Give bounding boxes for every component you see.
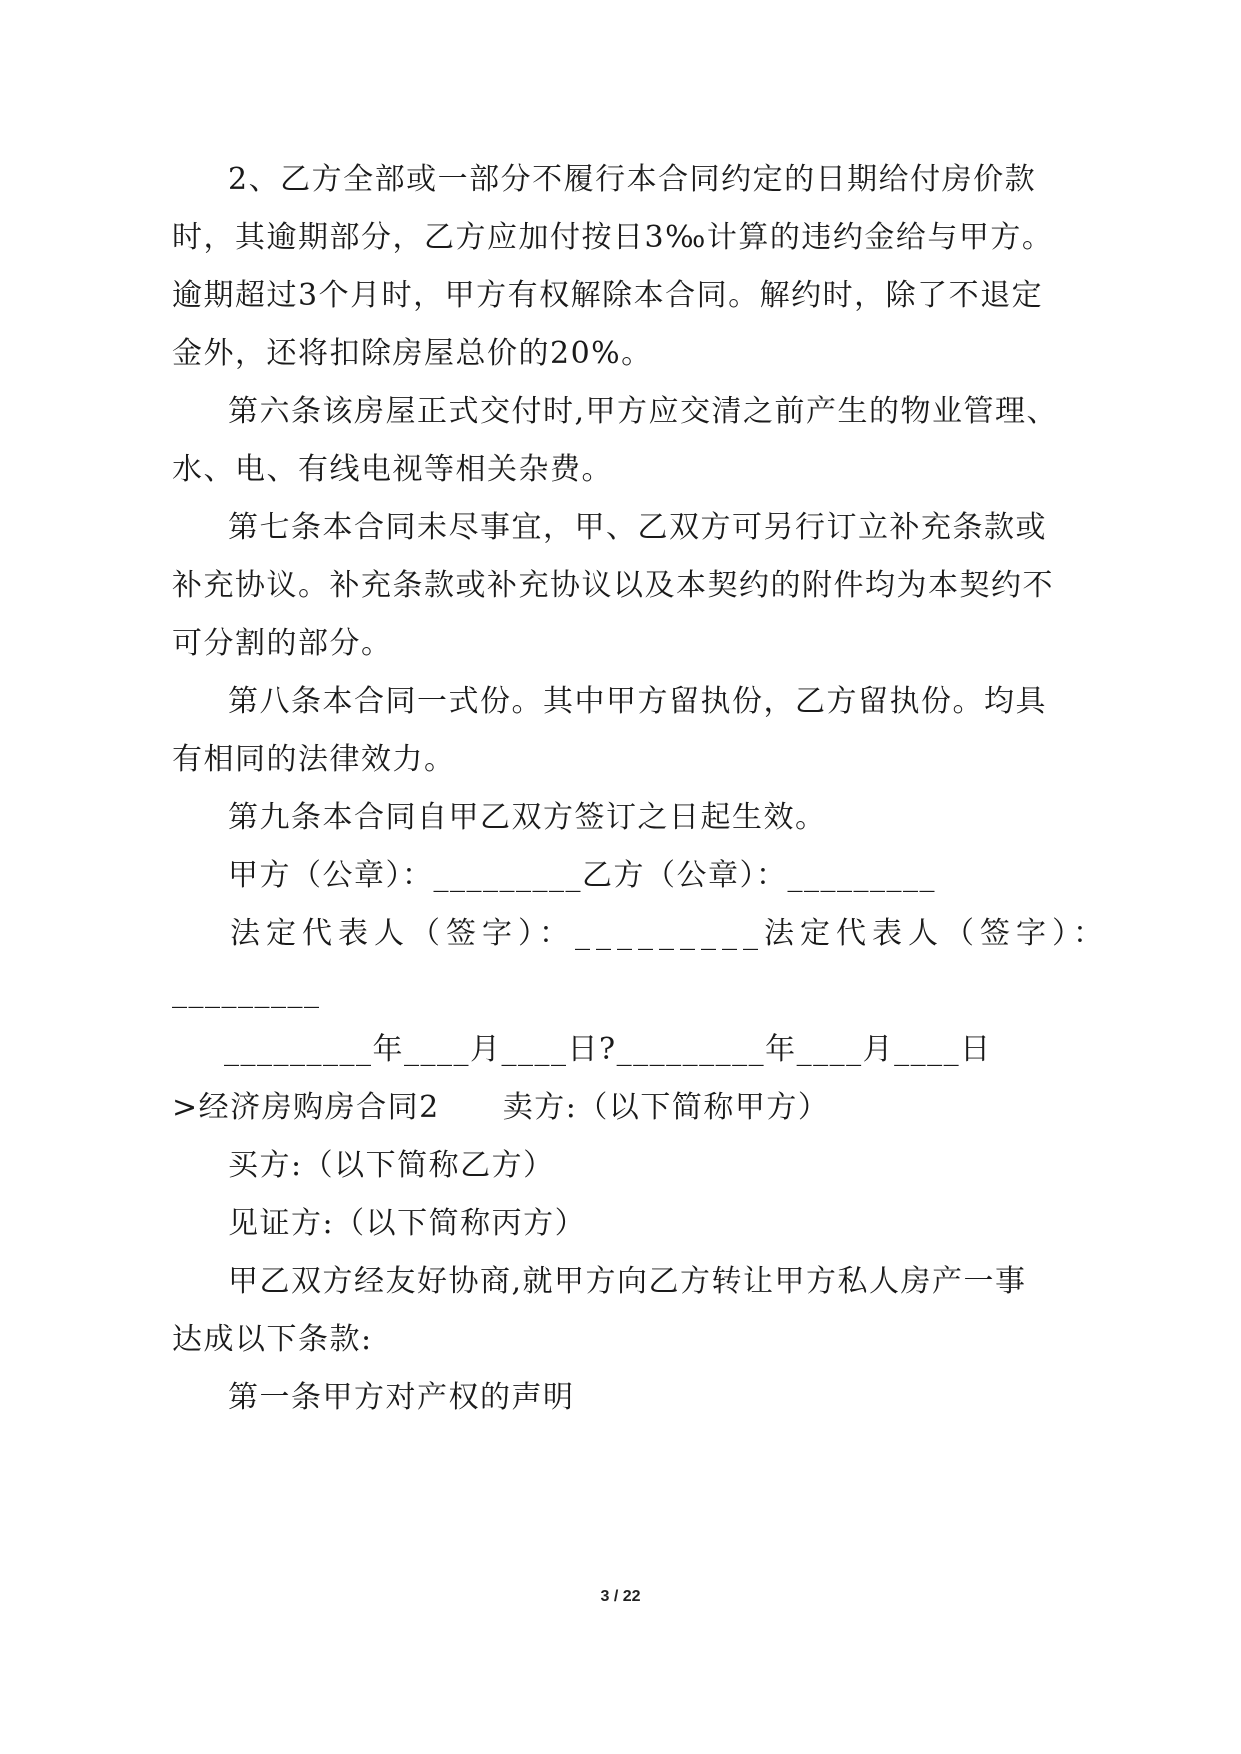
date-line: _________年____月____日?_________年____月____日 xyxy=(224,1032,992,1067)
text-line: 水、电、有线电视等相关杂费。 xyxy=(172,452,613,487)
text-line: 第七条本合同未尽事宜，甲、乙双方可另行订立补充条款或 xyxy=(228,510,1047,545)
text-line: 第九条本合同自甲乙双方签订之日起生效。 xyxy=(228,800,827,835)
text-line: 时，其逾期部分，乙方应加付按日3‰计算的违约金给与甲方。 xyxy=(172,220,1054,255)
text-line: 第一条甲方对产权的声明 xyxy=(228,1380,575,1415)
text-line: 可分割的部分。 xyxy=(172,626,393,661)
contract-title-line: >经济房购房合同2 卖方:（以下简称甲方） xyxy=(172,1090,830,1125)
text-line: 金外，还将扣除房屋总价的20%。 xyxy=(172,336,653,371)
text-line: 达成以下条款: xyxy=(172,1322,373,1357)
text-line: 逾期超过3个月时，甲方有权解除本合同。解约时，除了不退定 xyxy=(172,278,1044,313)
text-line: 见证方:（以下简称丙方） xyxy=(228,1206,587,1241)
signature-line-seal: 甲方（公章）：_________乙方（公章）：_________ xyxy=(228,858,936,893)
signature-blank: _________ xyxy=(172,974,321,1009)
text-line: 第八条本合同一式份。其中甲方留执份，乙方留执份。均具 xyxy=(228,684,1047,719)
text-line: 2、乙方全部或一部分不履行本合同约定的日期给付房价款 xyxy=(228,162,1037,197)
signature-line-representative: 法定代表人（签字）：_________法定代表人（签字）： xyxy=(230,916,1109,951)
page-number: 3 / 22 xyxy=(600,1588,641,1605)
text-line: 补充协议。补充条款或补充协议以及本契约的附件均为本契约不 xyxy=(172,568,1054,603)
text-line: 甲乙双方经友好协商,就甲方向乙方转让甲方私人房产一事 xyxy=(228,1264,1027,1299)
text-line: 有相同的法律效力。 xyxy=(172,742,456,777)
text-line: 第六条该房屋正式交付时,甲方应交清之前产生的物业管理、 xyxy=(228,394,1059,429)
text-line: 买方:（以下简称乙方） xyxy=(228,1148,555,1183)
